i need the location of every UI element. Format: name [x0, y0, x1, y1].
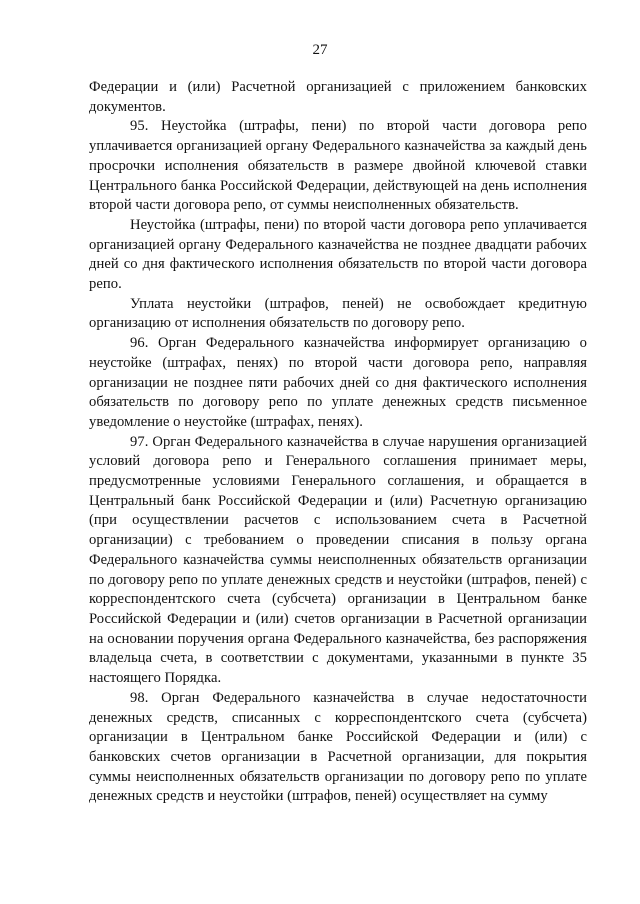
paragraph-continuation: Федерации и (или) Расчетной организацией с приложением банковских документов.	[89, 79, 587, 115]
paragraph-97: 97. Орган Федерального казначейства в случае нарушения организацией условий договора репо и Генерального соглашения принимает меры, предусмотренные условиями Генерального соглашения, и обращается в Центральный банк Российской Федерации и (или) Расчетную организацию (при осуществлении расчетов с использованием счета в Расчетной организации) с требованием о проведении списания в пользу органа Федерального казначейства суммы неисполненных обязательств организации по договору репо по уплате денежных средств и неустойки (штрафов, пеней) с корреспондентского счета (субсчета) организации в Центральном банке Российской Федерации и (или) счетов организации в Расчетной организации на основании поручения органа Федерального казначейства, без распоряжения владельца счета, в соответствии с документами, указанными в пункте 35 настоящего Порядка.	[89, 433, 587, 687]
paragraph-95: 95. Неустойка (штрафы, пени) по второй части договора репо уплачивается организацией органу Федерального казначейства за каждый день просрочки исполнения обязательств в размере двойной ключевой ставки Центрального банка Российской Федерации, действующей на день исполнения второй части договора репо, от суммы неисполненных обязательств.	[89, 118, 587, 214]
paragraph-98: 98. Орган Федерального казначейства в случае недостаточности денежных средств, списанных с корреспондентского счета (субсчета) организации в Центральном банке Российской Федерации и (или) с банковских счетов организации в Расчетной организации, для покрытия суммы неисполненных обязательств организации по договору репо по уплате денежных средств и неустойки (штрафов, пеней) осуществляет на сумму	[89, 689, 587, 805]
document-body	[89, 78, 587, 807]
paragraph-96: 96. Орган Федерального казначейства информирует организацию о неустойке (штрафах, пенях) по второй части договора репо, направляя организации не позднее пяти рабочих дней со дня фактического исполнения обязательств по договору репо по уплате денежных средств письменное уведомление о неустойке (штрафах, пенях).	[89, 335, 587, 430]
paragraph-95-no-release: Уплата неустойки (штрафов, пеней) не освобождает кредитную организацию от исполнения обязательств по договору репо.	[89, 295, 587, 332]
paragraph-95-penalty-deadline: Неустойка (штрафы, пени) по второй части договора репо уплачивается организацией органу Федерального казначейства не позднее двадцати рабочих дней со дня фактического исполнения обязательств по второй части договора репо.	[89, 216, 587, 293]
page-number: 27	[312, 42, 328, 58]
